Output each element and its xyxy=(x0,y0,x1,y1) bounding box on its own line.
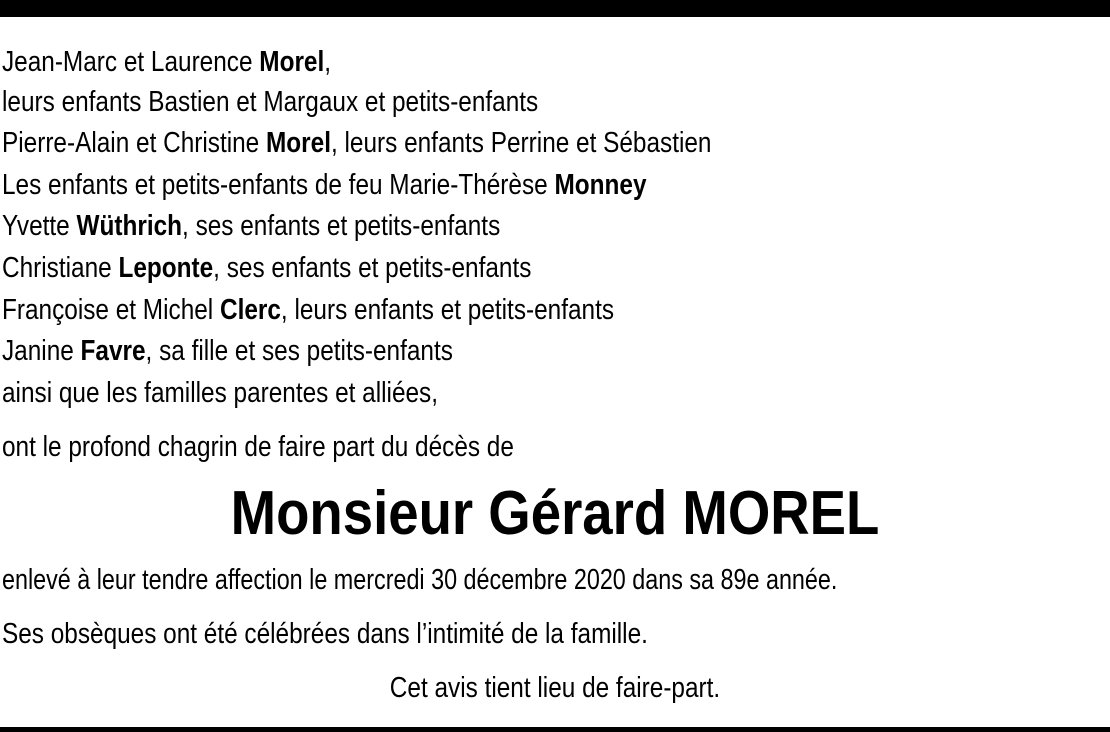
death-info: enlevé à leur tendre affection le mercredi 30 décembre 2020 dans sa 89e année. xyxy=(2,564,838,596)
bottom-border xyxy=(0,727,1110,732)
announcement-text: ont le profond chagrin de faire part du décès de xyxy=(2,431,514,463)
family-line: Jean-Marc et Laurence Morel, xyxy=(2,46,332,78)
family-line: Janine Favre, sa fille et ses petits-enfants xyxy=(2,335,453,367)
family-line: Les enfants et petits-enfants de feu Marie-Thérèse Monney xyxy=(2,169,647,201)
family-line: Pierre-Alain et Christine Morel, leurs enfants Perrine et Sébastien xyxy=(2,127,712,159)
family-line: leurs enfants Bastien et Margaux et petits-enfants xyxy=(2,86,539,118)
deceased-name: Monsieur Gérard MOREL xyxy=(230,479,880,548)
funeral-info: Ses obsèques ont été célébrées dans l’intimité de la famille. xyxy=(2,618,648,650)
family-line: Christiane Leponte, ses enfants et petits-enfants xyxy=(2,252,532,284)
family-line: Yvette Wüthrich, ses enfants et petits-enfants xyxy=(2,210,501,242)
family-line: ainsi que les familles parentes et alliées, xyxy=(2,377,439,409)
family-line: Françoise et Michel Clerc, leurs enfants et petits-enfants xyxy=(2,294,615,326)
top-border xyxy=(0,0,1110,17)
closing-note: Cet avis tient lieu de faire-part. xyxy=(389,672,721,704)
